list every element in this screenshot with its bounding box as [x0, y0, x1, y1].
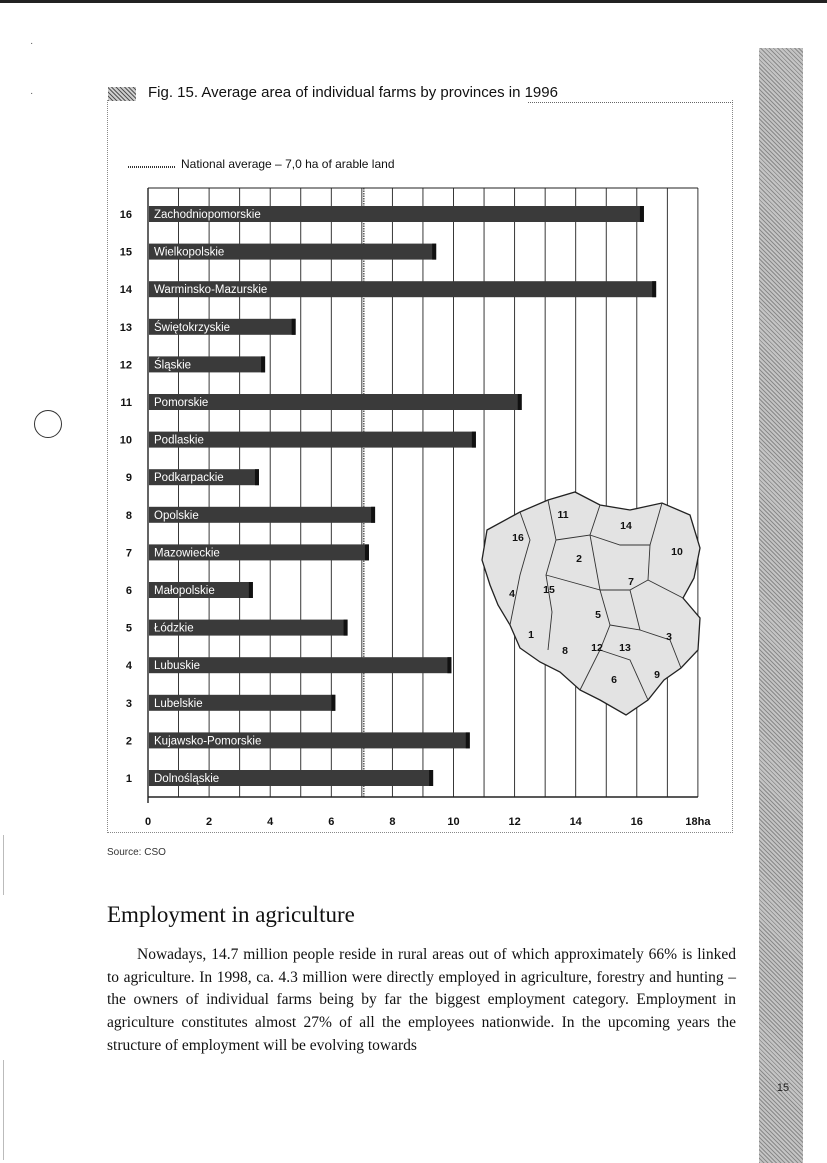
map-label-16: 16 [512, 532, 524, 544]
x-tick-5: 10 [447, 816, 460, 828]
bar-label-5: Łódzkie [154, 622, 194, 635]
bar-label-13: Świętokrzyskie [154, 321, 231, 334]
map-label-8: 8 [562, 645, 568, 657]
x-tick-7: 14 [569, 816, 582, 828]
bar-end-3 [331, 695, 335, 711]
bar-end-9 [255, 469, 259, 485]
bar-label-4: Lubuskie [154, 660, 201, 673]
category-label-8: 8 [125, 509, 132, 522]
category-label-10: 10 [119, 434, 132, 447]
map-label-12: 12 [591, 642, 603, 654]
x-tick-6: 12 [508, 816, 521, 828]
bar-label-1: Dolnośląskie [154, 773, 220, 785]
bar-label-2: Kujawsko-Pomorskie [154, 735, 262, 748]
map-label-2: 2 [576, 553, 582, 565]
x-tick-4: 8 [389, 816, 396, 828]
bar-end-5 [344, 620, 348, 636]
bar-end-1 [429, 770, 433, 786]
bar-end-7 [365, 544, 369, 560]
bar-label-3: Lubelskie [154, 697, 203, 710]
category-label-6: 6 [125, 585, 132, 597]
bar-label-8: Opolskie [154, 509, 199, 522]
page-number: 15 [776, 1082, 790, 1094]
bar-label-6: Małopolskie [154, 585, 215, 597]
bar-end-2 [466, 732, 470, 748]
legend-label: National average – 7,0 ha of arable land [181, 157, 395, 171]
bar-end-16 [640, 206, 644, 222]
x-tick-8: 16 [630, 816, 643, 828]
category-label-14: 14 [119, 284, 132, 297]
bar-end-12 [261, 356, 265, 372]
bar-label-15: Wielkopolskie [154, 246, 225, 259]
x-tick-3: 6 [328, 816, 335, 828]
map-label-10: 10 [671, 546, 683, 558]
category-label-9: 9 [125, 472, 132, 485]
x-tick-1: 2 [206, 816, 213, 828]
bar-label-11: Pomorskie [154, 397, 209, 409]
map-label-4: 4 [509, 588, 515, 600]
bar-label-9: Podkarpackie [154, 472, 224, 485]
bar-label-14: Warminsko-Mazurskie [154, 284, 268, 297]
bar-end-15 [432, 244, 436, 260]
map-label-15: 15 [543, 584, 555, 596]
category-label-12: 12 [119, 359, 132, 372]
category-label-2: 2 [125, 735, 132, 748]
category-label-3: 3 [125, 697, 132, 710]
margin-speck: · [30, 38, 34, 49]
bar-end-4 [447, 657, 451, 673]
map-label-13: 13 [619, 642, 631, 654]
bar-label-7: Mazowieckie [154, 547, 220, 560]
bar-label-10: Podlaskie [154, 434, 204, 447]
category-label-13: 13 [119, 321, 132, 334]
map-label-9: 9 [654, 669, 660, 681]
chart-axis-ticks [145, 816, 711, 828]
map-label-11: 11 [557, 509, 569, 521]
map-label-3: 3 [666, 631, 672, 643]
map-label-6: 6 [611, 674, 617, 686]
x-tick-0: 0 [144, 816, 152, 828]
bar-end-13 [292, 319, 296, 335]
category-label-7: 7 [125, 547, 132, 560]
bar-end-6 [249, 582, 253, 598]
map-label-7: 7 [628, 576, 634, 588]
x-tick-9: 18ha [685, 816, 711, 828]
category-label-16: 16 [119, 209, 132, 221]
map-label-14: 14 [620, 520, 632, 532]
bar-label-16: Zachodniopomorskie [154, 209, 261, 221]
bar-end-14 [652, 281, 656, 297]
figure-title: Fig. 15. Average area of individual farms by provinces in 1996 [148, 84, 558, 101]
figure-source: Source: CSO [107, 847, 166, 858]
category-label-5: 5 [125, 622, 132, 635]
section-heading: Employment in agriculture [107, 902, 355, 927]
bar-end-11 [518, 394, 522, 410]
map-label-5: 5 [595, 609, 601, 621]
bar-end-10 [472, 432, 476, 448]
map-label-1: 1 [528, 629, 534, 641]
margin-speck: · [30, 88, 34, 99]
category-label-1: 1 [125, 773, 132, 785]
body-paragraph: Nowadays, 14.7 million people reside in rural areas out of which approximately 66% is linked to agriculture. In 1998, ca. 4.3 million were directly employed in agriculture, forestry and hunting – the owners of individual farms being by far the biggest employment category. Employment in agriculture constitutes almost 27% of all the employees nationwide. In the upcoming years the structure of employment will be evolving towards [107, 946, 736, 1054]
category-label-15: 15 [119, 246, 132, 259]
x-tick-2: 4 [267, 816, 274, 828]
bar-label-12: Śląskie [154, 359, 192, 372]
category-label-11: 11 [120, 397, 132, 409]
bar-end-8 [371, 507, 375, 523]
category-label-4: 4 [125, 660, 132, 673]
